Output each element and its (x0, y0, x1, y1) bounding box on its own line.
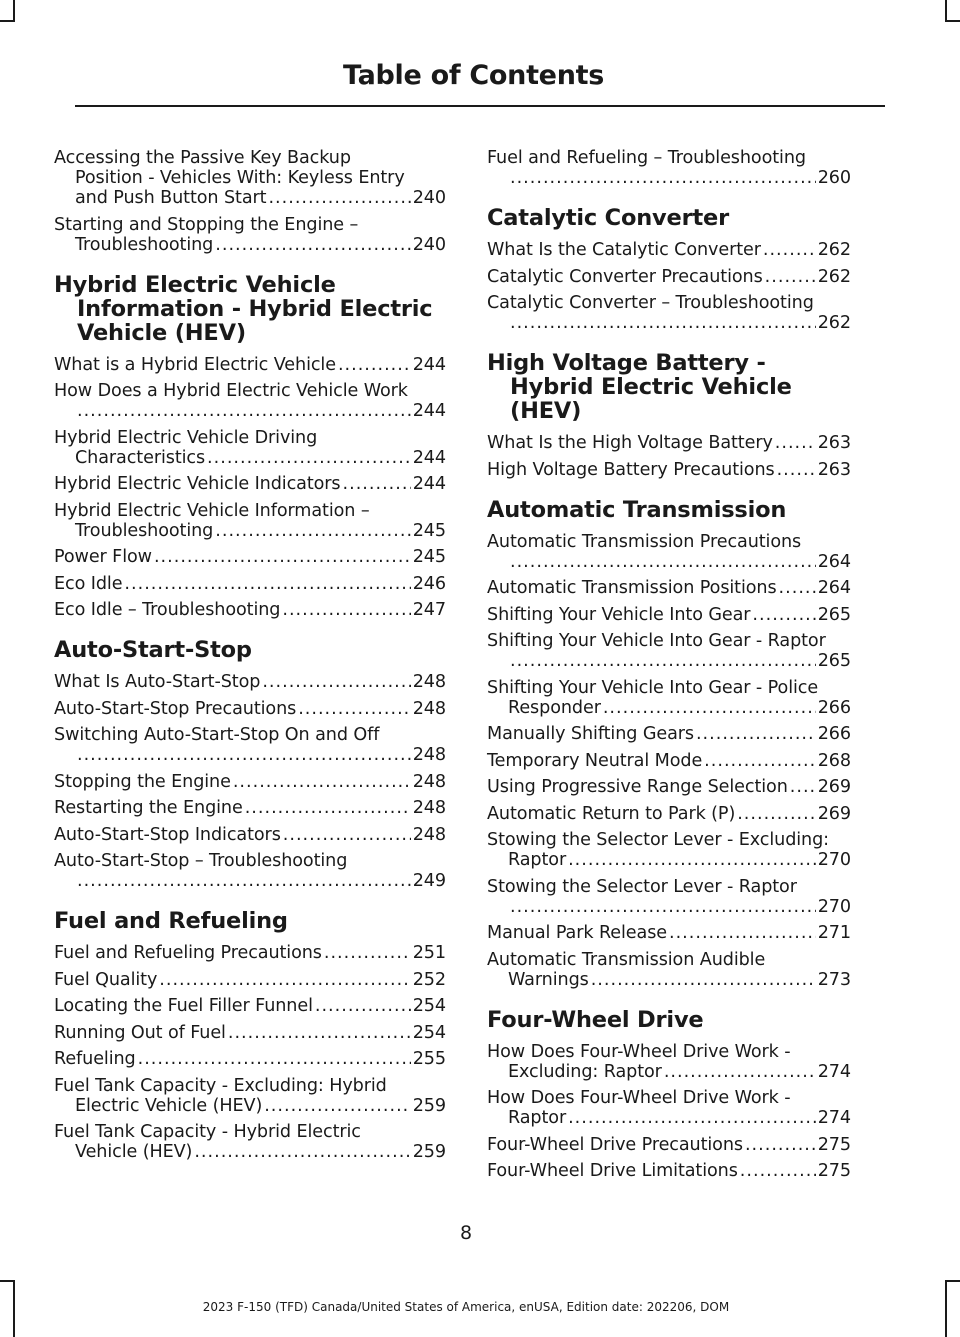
entry-leader-line (487, 313, 851, 333)
toc-entry[interactable] (487, 148, 851, 188)
entry-title-continued: Vehicle (HEV) (75, 1142, 193, 1162)
entry-leader-line (54, 474, 446, 494)
entry-leader-line (54, 943, 446, 963)
entry-leader-line (54, 745, 446, 765)
toc-entry[interactable] (54, 1076, 446, 1116)
entry-leader-line (487, 240, 851, 260)
entry-title: Locating the Fuel Filler Funnel (54, 996, 313, 1016)
toc-entry[interactable] (487, 605, 851, 625)
entry-title: Auto-Start-Stop – Troubleshooting (54, 851, 348, 871)
toc-entry[interactable] (54, 851, 446, 891)
entry-title: Eco Idle – Troubleshooting (54, 600, 281, 620)
entry-title: Manually Shifting Gears (487, 724, 694, 744)
dot-leader (159, 970, 410, 990)
dot-leader (568, 850, 816, 870)
entry-page-number: 266 (817, 697, 851, 718)
entry-leader-line (54, 1023, 446, 1043)
dot-leader (262, 672, 410, 692)
entry-leader-line (54, 600, 446, 620)
entry-page-number: 248 (412, 798, 446, 818)
dot-leader (704, 751, 816, 771)
entry-page-number: 265 (817, 604, 851, 625)
entry-leader-line (54, 188, 446, 208)
entry-page-number: 264 (817, 578, 851, 598)
entry-page-number: 248 (412, 745, 446, 765)
entry-title: Manual Park Release (487, 923, 667, 943)
section-heading: Automatic Transmission (487, 496, 787, 523)
entry-title-continued: Warnings (508, 969, 589, 990)
toc-entry[interactable] (54, 725, 446, 765)
toc-entry[interactable] (487, 293, 851, 333)
entry-page-number: 244 (412, 447, 446, 468)
entry-title: What Is Auto-Start-Stop (54, 672, 261, 692)
entry-title: Catalytic Converter Precautions (487, 266, 763, 287)
toc-entry[interactable] (487, 267, 851, 287)
entry-title-continued: Characteristics (75, 447, 206, 468)
entry-page-number: 274 (817, 1108, 851, 1128)
entry-leader-line (54, 1049, 446, 1069)
toc-entry[interactable] (54, 501, 446, 541)
entry-page-number: 248 (412, 771, 446, 792)
toc-right-column (487, 148, 851, 1188)
toc-entry[interactable] (54, 1049, 446, 1069)
entry-leader-line (487, 1135, 851, 1155)
crop-mark (945, 1280, 960, 1282)
entry-page-number: 248 (412, 698, 446, 719)
toc-entry[interactable] (487, 578, 851, 598)
entry-page-number: 262 (817, 240, 851, 260)
entry-title: Using Progressive Range Selection (487, 777, 788, 797)
entry-leader-line (487, 751, 851, 771)
toc-entry[interactable] (54, 428, 446, 468)
entry-title: How Does Four-Wheel Drive Work - (487, 1088, 791, 1108)
entry-leader-line (54, 574, 446, 594)
entry-leader-line (487, 267, 851, 287)
toc-entry[interactable] (487, 1088, 851, 1128)
dot-leader (315, 996, 411, 1016)
entry-page-number: 262 (817, 313, 851, 333)
entry-leader-line (487, 1108, 851, 1128)
entry-page-number: 245 (412, 520, 446, 541)
entry-title-continued: and Push Button Start (75, 188, 267, 208)
entry-leader-line (54, 1096, 446, 1116)
header-divider (75, 105, 885, 107)
entry-page-number: 255 (412, 1049, 446, 1069)
entry-title: Stowing the Selector Lever - Raptor (487, 876, 797, 897)
entry-title: How Does Four-Wheel Drive Work - (487, 1041, 791, 1062)
entry-page-number: 268 (817, 750, 851, 771)
dot-leader (124, 574, 410, 594)
entry-page-number: 244 (412, 474, 446, 494)
dot-leader (215, 235, 410, 255)
entry-title: Stowing the Selector Lever - Excluding: (487, 830, 830, 850)
entry-page-number: 263 (817, 459, 851, 480)
dot-leader (194, 1142, 410, 1162)
toc-entry[interactable] (54, 672, 446, 692)
dot-leader (338, 355, 411, 375)
dot-leader (77, 401, 411, 421)
entry-leader-line (487, 970, 851, 990)
entry-title: Stopping the Engine (54, 771, 231, 792)
toc-entry[interactable] (487, 460, 851, 480)
entry-page-number: 252 (412, 969, 446, 990)
section-heading: Catalytic Converter (487, 205, 729, 231)
toc-entry[interactable] (54, 798, 446, 818)
entry-title: Fuel and Refueling – Troubleshooting (487, 148, 806, 168)
entry-title: How Does a Hybrid Electric Vehicle Work (54, 381, 408, 401)
toc-entry[interactable] (54, 772, 446, 792)
entry-leader-line (487, 433, 851, 453)
dot-leader (669, 923, 816, 943)
dot-leader (283, 825, 411, 845)
entry-title: Switching Auto-Start-Stop On and Off (54, 725, 380, 745)
entry-title-continued: Responder (508, 697, 601, 718)
dot-leader (790, 777, 816, 797)
entry-page-number: 246 (412, 573, 446, 594)
entry-title: Fuel and Refueling Precautions (54, 943, 322, 963)
entry-page-number: 240 (412, 188, 446, 208)
entry-page-number: 264 (817, 551, 851, 572)
dot-leader (779, 578, 816, 598)
entry-title: High Voltage Battery Precautions (487, 459, 775, 480)
dot-leader (568, 1108, 816, 1128)
section-heading: Hybrid Electric Vehicle Information - Hybrid Electric Vehicle (HEV) (54, 271, 433, 346)
entry-leader-line (54, 798, 446, 818)
dot-leader (510, 897, 816, 917)
entry-title: Four-Wheel Drive Precautions (487, 1134, 743, 1155)
toc-entry[interactable] (487, 724, 851, 744)
entry-title-continued: Position - Vehicles With: Keyless Entry (75, 168, 405, 188)
dot-leader (510, 313, 816, 333)
entry-title: Automatic Return to Park (P) (487, 803, 736, 824)
entry-title: Refueling (54, 1049, 136, 1069)
entry-page-number: 273 (817, 969, 851, 990)
entry-title: Eco Idle (54, 573, 123, 594)
entry-title: Automatic Transmission Precautions (487, 531, 802, 552)
entry-page-number: 254 (412, 1022, 446, 1043)
crop-mark (945, 0, 947, 22)
entry-leader-line (487, 1062, 851, 1082)
dot-leader (77, 871, 411, 891)
entry-title: Fuel Quality (54, 969, 158, 990)
entry-page-number: 248 (412, 824, 446, 845)
dot-leader (77, 745, 411, 765)
dot-leader (264, 1096, 411, 1116)
dot-leader (154, 547, 411, 567)
entry-leader-line (487, 651, 851, 671)
dot-leader (510, 552, 816, 572)
toc-entry[interactable] (54, 574, 446, 594)
entry-title-continued: Troubleshooting (75, 234, 214, 255)
entry-page-number: 275 (817, 1161, 851, 1181)
entry-leader-line (54, 996, 446, 1016)
section-heading: High Voltage Battery - Hybrid Electric Vehicle (HEV) (487, 350, 792, 424)
entry-title: Automatic Transmission Positions (487, 578, 777, 598)
dot-leader (228, 1023, 411, 1043)
dot-leader (268, 188, 410, 208)
toc-entry[interactable] (54, 943, 446, 963)
entry-title: What is a Hybrid Electric Vehicle (54, 354, 336, 375)
dot-leader (765, 267, 816, 287)
entry-title: Running Out of Fuel (54, 1022, 226, 1043)
entry-title: Fuel Tank Capacity - Hybrid Electric (54, 1122, 361, 1142)
toc-entry[interactable] (487, 830, 851, 870)
entry-title: What Is the Catalytic Converter (487, 240, 761, 260)
entry-page-number: 265 (817, 651, 851, 671)
entry-leader-line (54, 772, 446, 792)
entry-title: Automatic Transmission Audible (487, 949, 766, 970)
dot-leader (510, 168, 816, 188)
entry-leader-line (54, 970, 446, 990)
entry-leader-line (487, 168, 851, 188)
entry-leader-line (487, 460, 851, 480)
entry-page-number: 269 (817, 803, 851, 824)
dot-leader (603, 698, 816, 718)
toc-entry[interactable] (487, 877, 851, 917)
toc-left-column (54, 148, 446, 1169)
toc-entry[interactable] (54, 1122, 446, 1162)
dot-leader (740, 1161, 816, 1181)
entry-page-number: 259 (412, 1142, 446, 1162)
entry-page-number: 260 (817, 168, 851, 188)
dot-leader (324, 943, 411, 963)
entry-page-number: 245 (412, 547, 446, 567)
crop-mark (0, 1280, 15, 1282)
entry-leader-line (487, 578, 851, 598)
section-heading: Four-Wheel Drive (487, 1006, 704, 1033)
entry-title-continued: Troubleshooting (75, 520, 214, 541)
entry-title-continued: Excluding: Raptor (508, 1061, 662, 1082)
dot-leader (215, 521, 410, 541)
dot-leader (233, 772, 411, 792)
entry-title: Accessing the Passive Key Backup (54, 148, 351, 168)
entry-page-number: 254 (412, 996, 446, 1016)
toc-entry[interactable] (487, 804, 851, 824)
entry-page-number: 249 (412, 871, 446, 891)
dot-leader (696, 724, 816, 744)
entry-leader-line (54, 699, 446, 719)
dot-leader (298, 699, 411, 719)
entry-leader-line (54, 1142, 446, 1162)
entry-title: Temporary Neutral Mode (487, 750, 703, 771)
toc-entry[interactable] (487, 433, 851, 453)
crop-mark (0, 20, 15, 22)
entry-leader-line (54, 871, 446, 891)
dot-leader (591, 970, 816, 990)
entry-page-number: 248 (412, 672, 446, 692)
entry-title-continued: Raptor (508, 1108, 567, 1128)
entry-leader-line (487, 923, 851, 943)
entry-page-number: 270 (817, 850, 851, 870)
entry-page-number: 262 (817, 266, 851, 287)
entry-title: Fuel Tank Capacity - Excluding: Hybrid (54, 1075, 387, 1096)
page-number: 8 (459, 1222, 473, 1244)
toc-entry[interactable] (54, 148, 446, 208)
toc-entry[interactable] (487, 532, 851, 572)
entry-page-number: 269 (817, 777, 851, 797)
crop-mark (945, 1280, 947, 1337)
entry-leader-line (487, 804, 851, 824)
entry-page-number: 244 (412, 401, 446, 421)
entry-page-number: 263 (817, 433, 851, 453)
entry-page-number: 251 (412, 943, 446, 963)
entry-title: Hybrid Electric Vehicle Indicators (54, 474, 341, 494)
toc-entry[interactable] (54, 474, 446, 494)
entry-leader-line (54, 825, 446, 845)
entry-title: Auto-Start-Stop Precautions (54, 698, 297, 719)
toc-entry[interactable] (54, 600, 446, 620)
toc-entry[interactable] (54, 970, 446, 990)
dot-leader (763, 240, 816, 260)
entry-leader-line (487, 850, 851, 870)
entry-leader-line (54, 355, 446, 375)
entry-page-number: 271 (817, 923, 851, 943)
toc-entry[interactable] (54, 215, 446, 255)
toc-entry[interactable] (54, 996, 446, 1016)
crop-mark (945, 20, 960, 22)
entry-title: Auto-Start-Stop Indicators (54, 824, 281, 845)
entry-page-number: 240 (412, 234, 446, 255)
entry-page-number: 259 (412, 1095, 446, 1116)
entry-title: Power Flow (54, 547, 152, 567)
dot-leader (664, 1062, 816, 1082)
toc-entry[interactable] (487, 751, 851, 771)
toc-entry[interactable] (54, 381, 446, 421)
toc-entry[interactable] (487, 950, 851, 990)
entry-leader-line (487, 1161, 851, 1181)
dot-leader (745, 1135, 816, 1155)
crop-mark (13, 0, 15, 22)
entry-page-number: 244 (412, 354, 446, 375)
entry-leader-line (54, 235, 446, 255)
edition-footer: 2023 F-150 (TFD) Canada/United States of America, enUSA, Edition date: 202206, DOM (202, 1300, 730, 1314)
toc-entry[interactable] (54, 825, 446, 845)
entry-page-number: 270 (817, 896, 851, 917)
toc-entry[interactable] (54, 699, 446, 719)
entry-leader-line (487, 605, 851, 625)
entry-page-number: 275 (817, 1134, 851, 1155)
toc-entry[interactable] (487, 678, 851, 718)
entry-leader-line (487, 724, 851, 744)
dot-leader (510, 651, 816, 671)
entry-title: Shifting Your Vehicle Into Gear (487, 604, 751, 625)
entry-title-continued: Electric Vehicle (HEV) (75, 1095, 263, 1116)
entry-title: Hybrid Electric Vehicle Driving (54, 427, 318, 448)
entry-title: Hybrid Electric Vehicle Information – (54, 500, 370, 521)
entry-leader-line (54, 448, 446, 468)
toc-entry[interactable] (487, 923, 851, 943)
entry-title: What Is the High Voltage Battery (487, 433, 773, 453)
section-heading: Auto-Start-Stop (54, 637, 252, 663)
dot-leader (343, 474, 411, 494)
toc-entry[interactable] (487, 240, 851, 260)
toc-entry[interactable] (487, 631, 851, 671)
entry-leader-line (487, 777, 851, 797)
toc-entry[interactable] (54, 1023, 446, 1043)
entry-leader-line (54, 672, 446, 692)
entry-leader-line (487, 698, 851, 718)
dot-leader (207, 448, 411, 468)
dot-leader (752, 605, 815, 625)
entry-page-number: 247 (412, 600, 446, 620)
entry-leader-line (487, 552, 851, 572)
dot-leader (282, 600, 410, 620)
toc-entry[interactable] (487, 777, 851, 797)
toc-entry[interactable] (54, 355, 446, 375)
entry-leader-line (54, 521, 446, 541)
dot-leader (138, 1049, 411, 1069)
entry-title: Four-Wheel Drive Limitations (487, 1161, 738, 1181)
entry-leader-line (54, 547, 446, 567)
dot-leader (775, 433, 816, 453)
entry-title: Shifting Your Vehicle Into Gear - Raptor (487, 631, 826, 651)
entry-title: Restarting the Engine (54, 798, 243, 818)
dot-leader (245, 798, 411, 818)
entry-title: Catalytic Converter – Troubleshooting (487, 293, 814, 313)
entry-leader-line (54, 401, 446, 421)
entry-leader-line (487, 897, 851, 917)
dot-leader (777, 460, 816, 480)
entry-title: Starting and Stopping the Engine – (54, 214, 359, 235)
section-heading: Fuel and Refueling (54, 908, 288, 934)
entry-page-number: 266 (817, 724, 851, 744)
toc-entry[interactable] (54, 547, 446, 567)
toc-entry[interactable] (487, 1135, 851, 1155)
entry-page-number: 274 (817, 1061, 851, 1082)
entry-title-continued: Raptor (508, 850, 567, 870)
toc-entry[interactable] (487, 1161, 851, 1181)
entry-title: Shifting Your Vehicle Into Gear - Police (487, 677, 819, 698)
page-title: Table of Contents (342, 60, 604, 91)
dot-leader (737, 804, 816, 824)
toc-entry[interactable] (487, 1042, 851, 1082)
